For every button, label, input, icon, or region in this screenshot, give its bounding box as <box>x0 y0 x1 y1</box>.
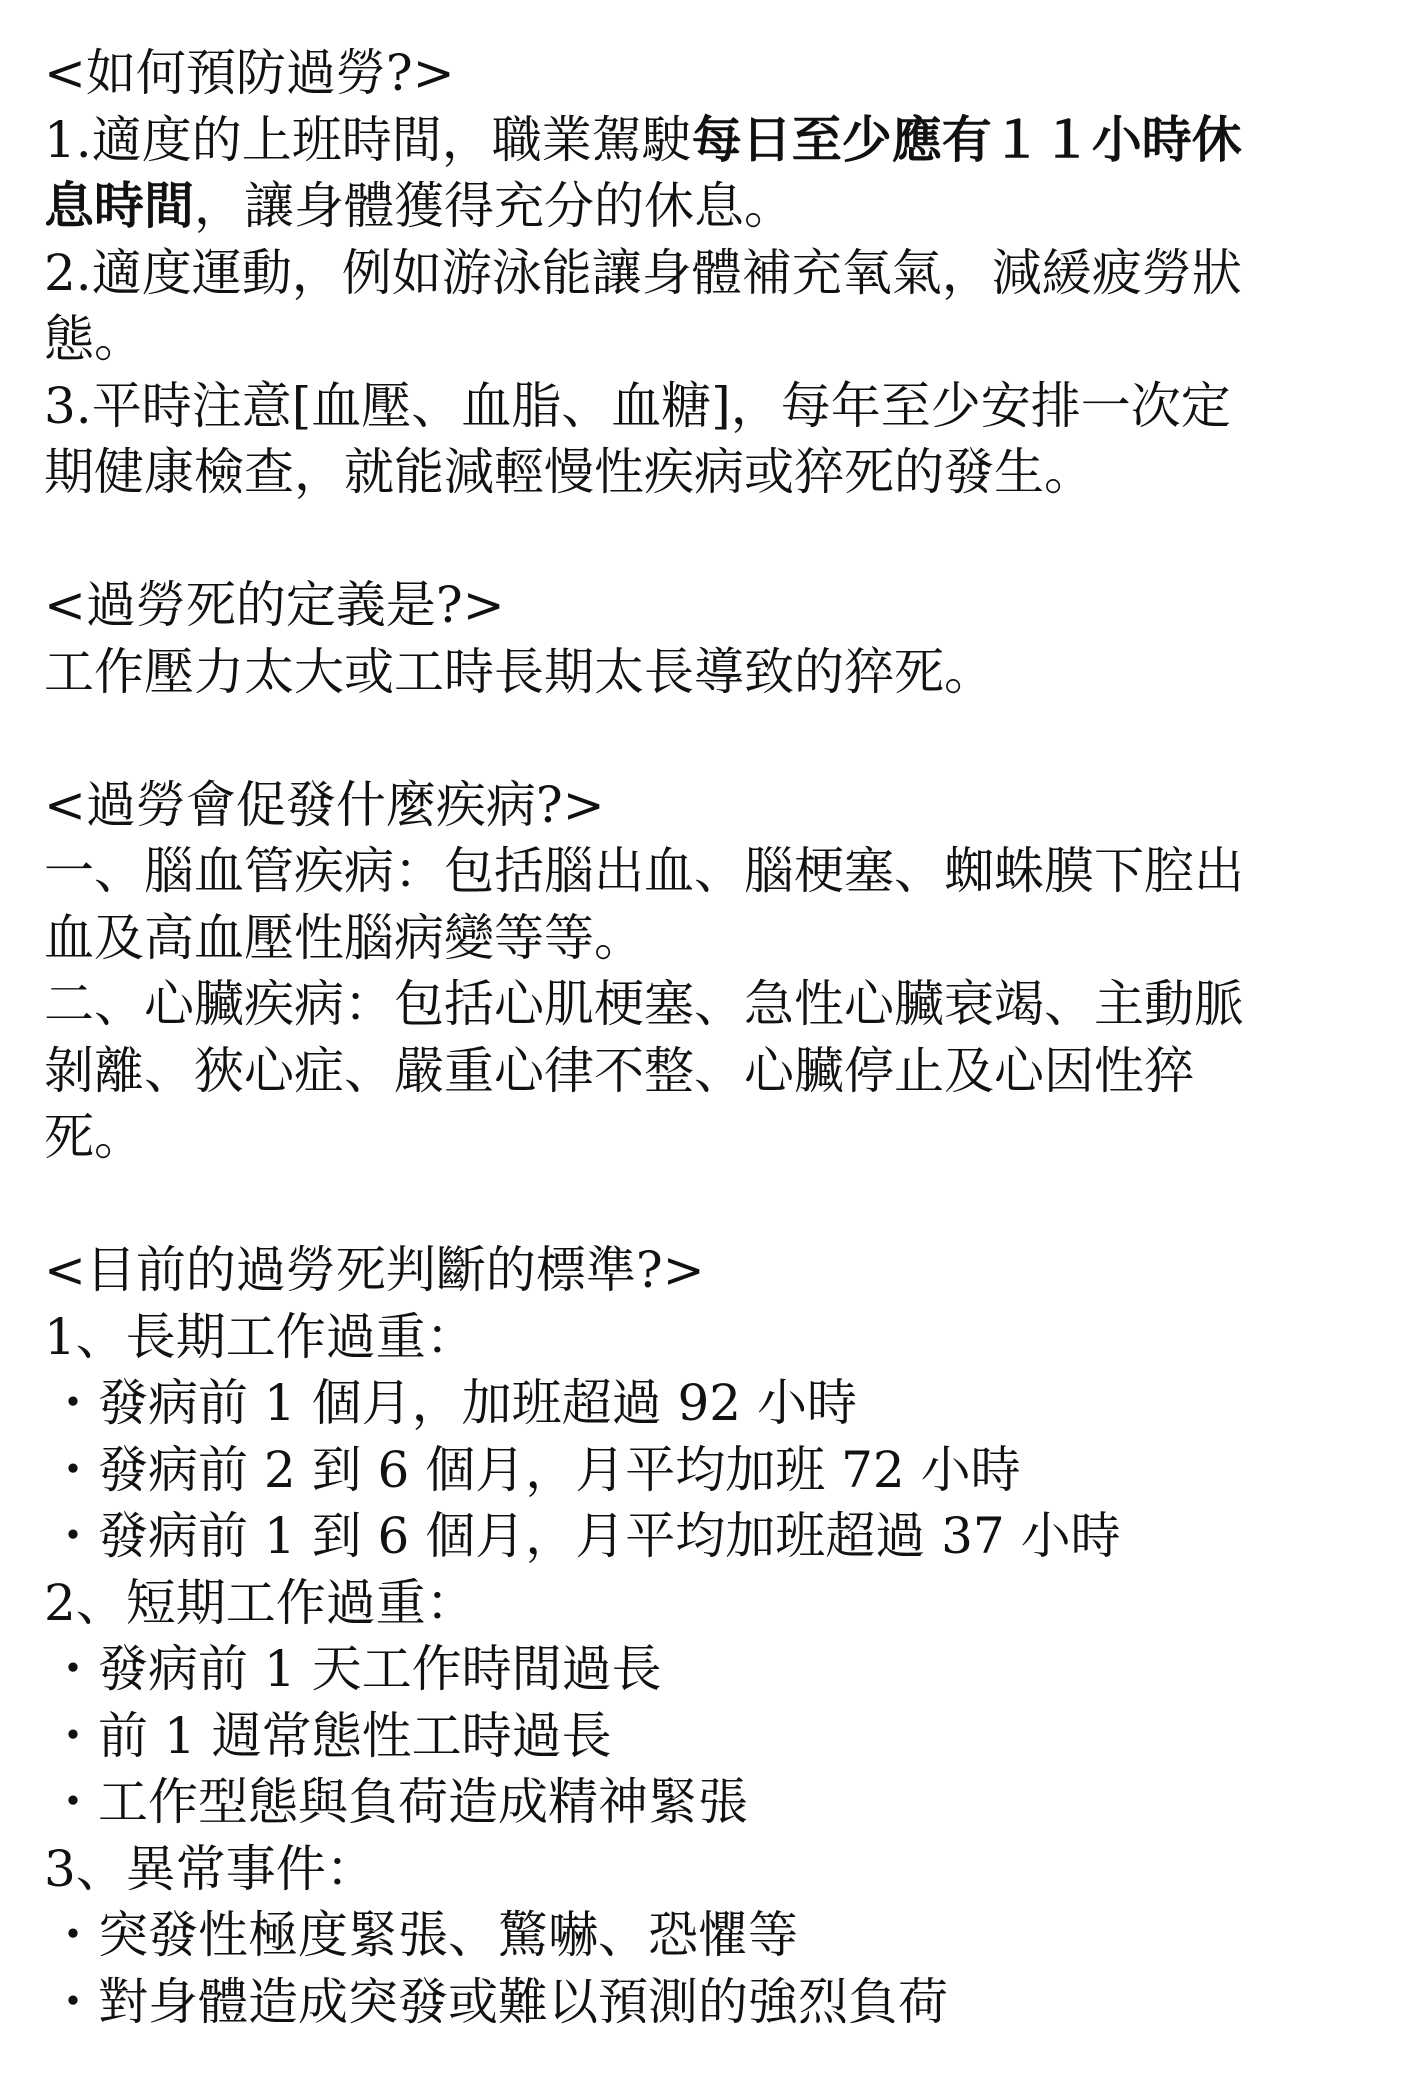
definition-body: 工作壓力太大或工時長期太長導致的猝死。 <box>44 642 994 701</box>
disease-item-1-line-1: 一、腦血管疾病：包括腦出血、腦梗塞、蜘蛛膜下腔出 <box>44 842 1244 900</box>
section-heading-criteria: <目前的過勞死判斷的標準?> <box>44 1241 705 1299</box>
prevent-item-3-line-1: 3.平時注意[血壓、血脂、血糖]，每年至少安排一次定 <box>44 376 1231 435</box>
prevent-item-2-line-2: 態。 <box>44 310 144 368</box>
criteria-group-2-bullet: ・工作型態與負荷造成精神緊張 <box>48 1773 748 1831</box>
prevent-item-1-line-1 <box>44 107 1384 174</box>
section-heading-definition: <過勞死的定義是?> <box>44 576 505 634</box>
criteria-group-3-bullet: ・對身體造成突發或難以預測的強烈負荷 <box>48 1972 948 2031</box>
prevent-item-1-suffix: ，讓身體獲得充分的休息。 <box>194 177 794 235</box>
disease-item-2-line-1: 二、心臟疾病：包括心肌梗塞、急性心臟衰竭、主動脈 <box>44 975 1244 1033</box>
section-heading-diseases: <過勞會促發什麼疾病?> <box>44 775 605 834</box>
prevent-item-1-bold-2: 息時間 <box>44 177 194 235</box>
criteria-group-1-title: 1、長期工作過重： <box>44 1307 476 1366</box>
spacer <box>44 1171 1384 1238</box>
criteria-group-2-bullet: ・發病前 1 天工作時間過長 <box>48 1640 662 1698</box>
prevent-item-3-line-2: 期健康檢查，就能減輕慢性疾病或猝死的發生。 <box>44 443 1094 501</box>
criteria-group-1-bullet: ・發病前 2 到 6 個月，月平均加班 72 小時 <box>48 1440 1021 1499</box>
disease-item-1-line-2: 血及高血壓性腦病變等等。 <box>44 908 644 967</box>
criteria-group-1-bullet: ・發病前 1 個月，加班超過 92 小時 <box>48 1374 858 1432</box>
disease-item-2-line-3: 死。 <box>44 1108 144 1166</box>
prevent-item-1-bold: 每日至少應有１１小時休 <box>691 110 1242 169</box>
criteria-group-2-title: 2、短期工作過重： <box>44 1573 476 1632</box>
disease-item-2-line-2: 剝離、狹心症、嚴重心律不整、心臟停止及心因性猝 <box>44 1041 1194 1100</box>
criteria-group-2-bullet: ・前 1 週常態性工時過長 <box>48 1706 612 1765</box>
spacer <box>44 705 1384 772</box>
criteria-group-3-bullet: ・突發性極度緊張、驚嚇、恐懼等 <box>48 1906 798 1964</box>
spacer <box>44 506 1384 573</box>
prevent-item-2-line-1: 2.適度運動，例如游泳能讓身體補充氧氣，減緩疲勞狀 <box>44 243 1242 302</box>
section-heading-prevent-overwork: <如何預防過勞?> <box>44 44 455 102</box>
criteria-group-1-bullet: ・發病前 1 到 6 個月，月平均加班超過 37 小時 <box>48 1507 1121 1565</box>
document-page <box>44 40 1384 2035</box>
prevent-item-1-line-2 <box>44 173 1384 240</box>
prevent-item-1-prefix: 1.適度的上班時間，職業駕駛 <box>44 110 692 169</box>
criteria-group-3-title: 3、異常事件： <box>44 1839 376 1898</box>
